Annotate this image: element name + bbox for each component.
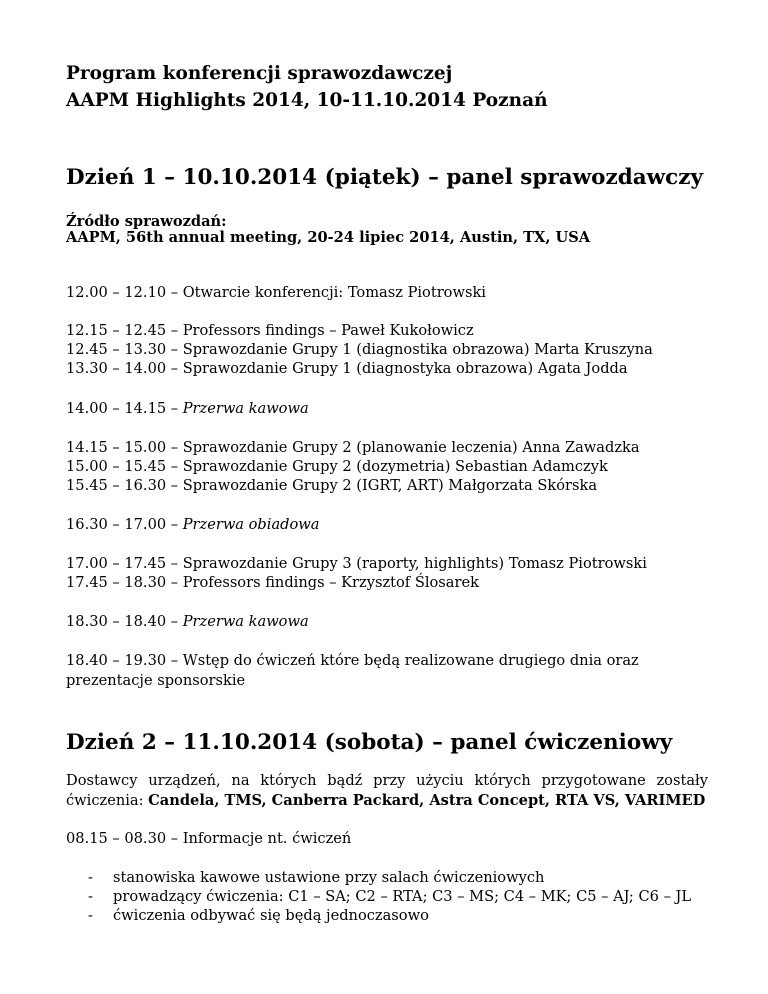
schedule-item: 12.00 – 12.10 – Otwarcie konferencji: Tomasz Piotrowski: [66, 284, 486, 301]
vendors-list: Candela, TMS, Canberra Packard, Astra Concept, RTA VS, VARIMED: [148, 791, 706, 809]
vendors-paragraph: [66, 771, 708, 810]
document-title: [66, 60, 708, 114]
schedule-item: 12.15 – 12.45 – Professors findings – Paweł Kukołowicz: [66, 322, 474, 339]
break-label: Przerwa obiadowa: [182, 516, 320, 533]
schedule-item: 14.15 – 15.00 – Sprawozdanie Grupy 2 (planowanie leczenia) Anna Zawadzka: [66, 439, 640, 456]
bullet-text: ćwiczenia odbywać się będą jednoczasowo: [113, 907, 429, 924]
day1-heading: Dzień 1 – 10.10.2014 (piątek) – panel sprawozdawczy: [66, 165, 703, 190]
schedule-item: 17.45 – 18.30 – Professors findings – Krzysztof Ślosarek: [66, 574, 479, 591]
break-item: [66, 515, 708, 535]
title-line-1: Program konferencji sprawozdawczej: [66, 63, 453, 84]
schedule-item-intro: 18.40 – 19.30 – Wstęp do ćwiczeń które będą realizowane drugiego dnia oraz prezentacje sponsorskie: [66, 652, 639, 689]
schedule-item: 17.00 – 17.45 – Sprawozdanie Grupy 3 (raporty, highlights) Tomasz Piotrowski: [66, 555, 647, 572]
source-text: AAPM, 56th annual meeting, 20-24 lipiec 2014, Austin, TX, USA: [66, 229, 591, 246]
bullet-dash: -: [88, 907, 93, 924]
bullet-text: prowadzący ćwiczenia: C1 – SA; C2 – RTA; C3 – MS; C4 – MK; C5 – AJ; C6 – JL: [113, 888, 692, 905]
title-line-2: AAPM Highlights 2014, 10-11.10.2014 Poznań: [66, 90, 548, 111]
schedule-item: 12.45 – 13.30 – Sprawozdanie Grupy 1 (diagnostika obrazowa) Marta Kruszyna: [66, 341, 653, 358]
bullet-text: stanowiska kawowe ustawione przy salach ćwiczeniowych: [113, 869, 545, 886]
day2-heading: Dzień 2 – 11.10.2014 (sobota) – panel ćwiczeniowy: [66, 730, 673, 755]
schedule-item: 13.30 – 14.00 – Sprawozdanie Grupy 1 (diagnostyka obrazowa) Agata Jodda: [66, 360, 628, 377]
break-time: 14.00 – 14.15 –: [66, 400, 183, 417]
schedule-item: 15.45 – 16.30 – Sprawozdanie Grupy 2 (IGRT, ART) Małgorzata Skórska: [66, 477, 598, 494]
break-label: Przerwa kawowa: [182, 613, 309, 630]
info-item: 08.15 – 08.30 – Informacje nt. ćwiczeń: [66, 830, 352, 847]
bullet-dash: -: [88, 869, 93, 886]
break-item: [66, 399, 708, 419]
schedule-item: 15.00 – 15.45 – Sprawozdanie Grupy 2 (dozymetria) Sebastian Adamczyk: [66, 458, 608, 475]
break-item: [66, 612, 708, 632]
break-label: Przerwa kawowa: [182, 400, 309, 417]
source-label: Źródło sprawozdań:: [66, 213, 227, 230]
break-time: 16.30 – 17.00 –: [66, 516, 183, 533]
break-time: 18.30 – 18.40 –: [66, 613, 183, 630]
bullet-dash: -: [88, 888, 93, 905]
vendors-intro: Dostawcy urządzeń, na których bądź przy użyciu których przygotowane zostały ćwiczenia:: [66, 772, 708, 809]
